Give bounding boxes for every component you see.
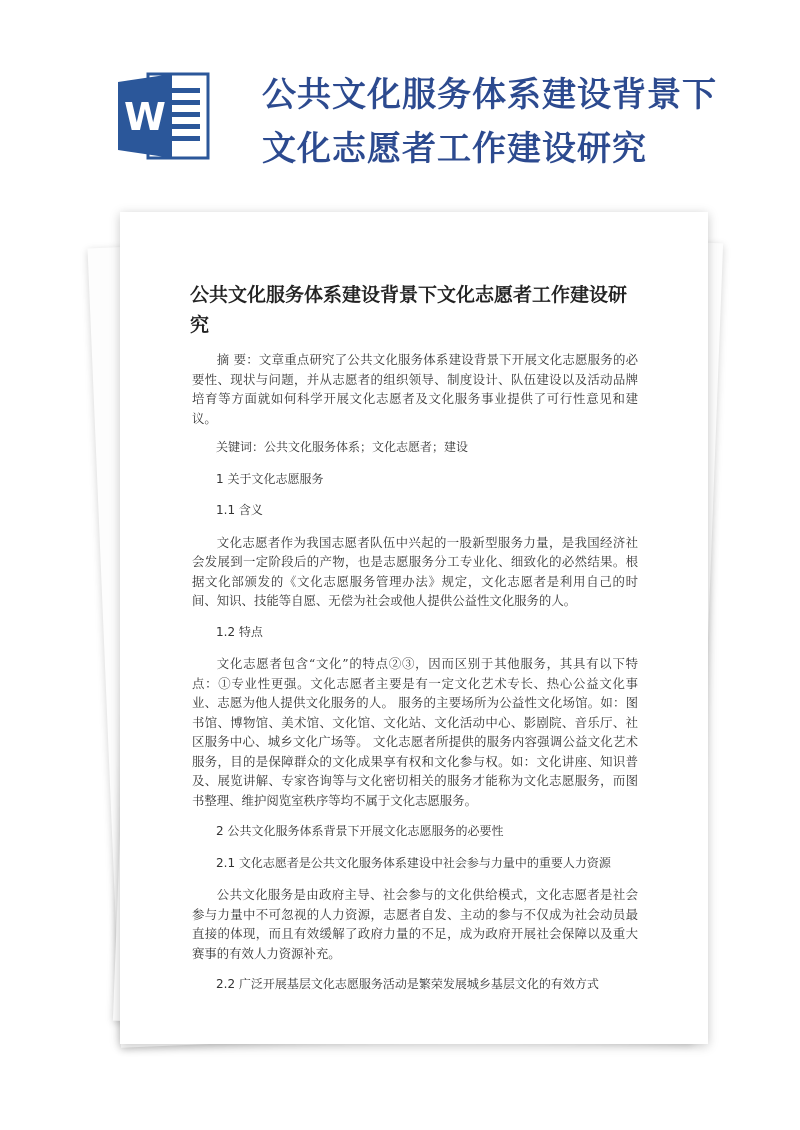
header-title-line2: 文化志愿者工作建设研究 (262, 129, 647, 169)
subsection-heading: 1.1 含义 (216, 503, 263, 517)
keywords: 关键词：公共文化服务体系；文化志愿者；建设 (216, 440, 469, 454)
paragraph: 文化志愿者包含“文化”的特点②③，因而区别于其他服务，其具有以下特点：①专业性更强。文化志愿者主要是有一定文化艺术专长、热心公益文化事业、志愿为他人提供文化服务的人。 服务的主要场所为公益性文化场馆。如：图书馆、博物馆、美术馆、文化馆、文化站、文化活动中心、影剧院、音乐厅、社区服务中心、城乡文化广场等。 文化志愿者所提供的服务内容强调公益文化艺术服务，目的是保障群众的文化成果享有权和文化参与权。如：文化讲座、知识普及、展览讲解、专家咨询等与文化密切相关的服务才能称为文化志愿服务，而图书整理、维护阅览室秩序等均不属于文化志愿服务。 (192, 656, 638, 808)
document-title: 公共文化服务体系建设背景下文化志愿者工作建设研究 (190, 284, 628, 336)
abstract: 摘 要：文章重点研究了公共文化服务体系建设背景下开展文化志愿服务的必要性、现状与问题，并从志愿者的组织领导、制度设计、队伍建设以及活动品牌培育等方面就如何科学开展文化志愿者及文化服务事业提供了可行性意见和建议。 (192, 352, 638, 426)
header-title (262, 68, 782, 176)
subsection-heading: 2.1 文化志愿者是公共文化服务体系建设中社会参与力量中的重要人力资源 (216, 855, 611, 870)
word-document-icon (114, 66, 214, 166)
header-banner (0, 0, 800, 220)
document-body (192, 350, 638, 1007)
section-heading: 2 公共文化服务体系背景下开展文化志愿服务的必要性 (216, 824, 504, 838)
subsection-heading: 1.2 特点 (216, 624, 263, 639)
svg-text:W: W (124, 95, 166, 139)
paragraph: 公共文化服务是由政府主导、社会参与的文化供给模式，文化志愿者是社会参与力量中不可忽视的人力资源，志愿者自发、主动的参与不仅成为社会动员最直接的体现，而且有效缓解了政府力量的不足，成为政府开展社会保障以及重大赛事的有效人力资源补充。 (192, 887, 638, 961)
paragraph: 文化志愿者作为我国志愿者队伍中兴起的一股新型服务力量，是我国经济社会发展到一定阶段后的产物，也是志愿服务分工专业化、细致化的必然结果。根据文化部颁发的《文化志愿服务管理办法》规定，文化志愿者是利用自己的时间、知识、技能等自愿、无偿为社会或他人提供公益性文化服务的人。 (192, 534, 638, 608)
header-title-line1: 公共文化服务体系建设背景下 (262, 75, 717, 115)
section-heading: 1 关于文化志愿服务 (216, 471, 324, 486)
document-page (120, 212, 708, 1044)
subsection-heading: 2.2 广泛开展基层文化志愿服务活动是繁荣发展城乡基层文化的有效方式 (216, 977, 599, 991)
